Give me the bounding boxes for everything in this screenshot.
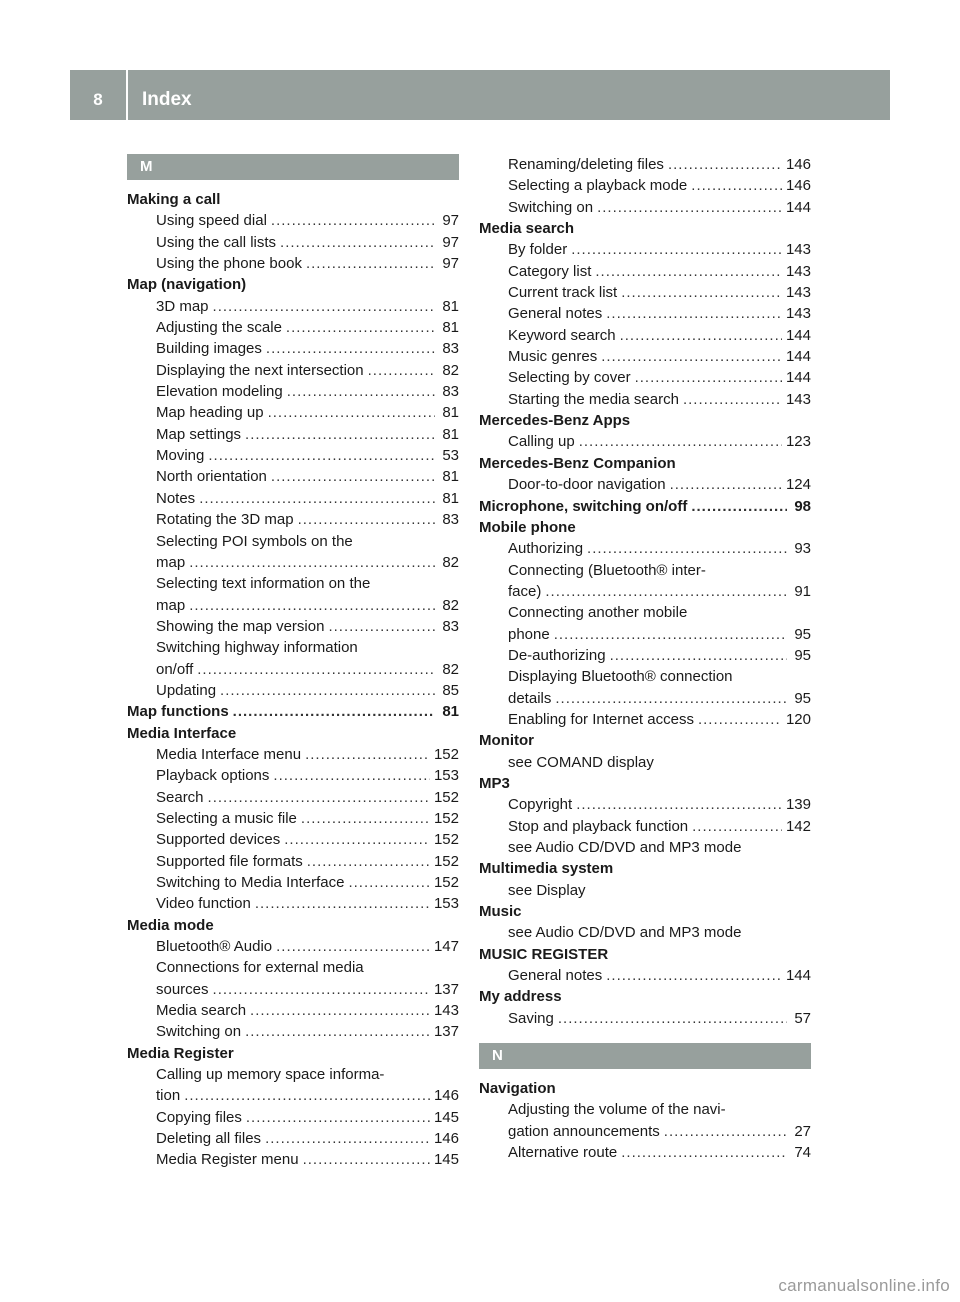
page-ref: 81 [442,319,459,337]
index-heading: Monitor [479,732,534,750]
dot-leader [245,424,435,445]
entry-label: Bluetooth® Audio [156,938,273,956]
index-entry [127,253,459,274]
page-ref: 82 [442,361,459,379]
page-ref: 146 [433,1087,459,1105]
page-ref: 153 [433,767,459,785]
entry-label: Showing the map version [156,617,325,635]
index-heading-entry [127,701,459,722]
dot-leader [266,338,435,359]
index-entry [479,688,811,709]
index-column-right [479,154,811,1163]
index-entry [127,381,459,402]
index-subtext: see Display [508,881,586,899]
page-ref: 82 [442,553,459,571]
page-ref: 27 [794,1122,811,1140]
page-ref: 83 [442,340,459,358]
dot-leader [268,402,435,423]
index-entry [479,175,811,196]
dot-leader [184,1085,430,1106]
page-ref: 144 [785,967,811,985]
dot-leader [189,552,435,573]
entry-label: Using speed dial [156,212,267,230]
entry-label: Switching on [156,1023,242,1041]
dot-leader [199,488,435,509]
entry-label: Microphone, switching on/off [479,497,688,515]
page-ref: 146 [785,177,811,195]
dot-leader [595,261,782,282]
dot-leader [670,474,782,495]
page-ref: 145 [433,1151,459,1169]
page-ref: 83 [442,511,459,529]
page-ref: 82 [442,660,459,678]
dot-leader [601,346,782,367]
entry-label: Selecting by cover [508,369,631,387]
dot-leader [307,851,430,872]
dot-leader [197,659,435,680]
index-entry [479,197,811,218]
index-entry [127,360,459,381]
dot-leader [284,829,430,850]
dot-leader [301,808,430,829]
page-ref: 143 [785,390,811,408]
entry-label: Calling up [508,433,575,451]
index-subtext: Calling up memory space informa- [156,1066,385,1084]
entry-label: on/off [156,660,194,678]
dot-leader [683,389,782,410]
dot-leader [265,1128,430,1149]
index-entry [479,794,811,815]
page-ref: 95 [794,646,811,664]
dot-leader [610,645,787,666]
entry-label: Alternative route [508,1144,618,1162]
page-ref: 57 [794,1009,811,1027]
entry-label: Renaming/deleting files [508,156,664,173]
index-entry [127,851,459,872]
index-entry [479,325,811,346]
entry-label: Video function [156,895,251,913]
page-ref: 95 [794,625,811,643]
page-ref: 91 [794,582,811,600]
page-ref: 85 [442,681,459,699]
dot-leader [220,680,435,701]
entry-label: Media Interface menu [156,745,302,763]
dot-leader [368,360,435,381]
dot-leader [571,239,782,260]
dot-leader [280,232,435,253]
index-entry [127,595,459,616]
page-ref: 152 [433,809,459,827]
index-entry [127,616,459,637]
index-heading: My address [479,988,562,1006]
entry-label: Elevation modeling [156,383,283,401]
dot-leader [328,616,435,637]
dot-leader [576,794,782,815]
entry-label: Selecting a music file [156,809,297,827]
index-entry [127,787,459,808]
page-ref: 53 [442,447,459,465]
index-column-left [127,154,459,1171]
index-subtext: Connecting (Bluetooth® inter- [508,561,706,579]
dot-leader [635,367,782,388]
index-entry [479,431,811,452]
entry-label: Authorizing [508,540,584,558]
index-heading: Media search [479,220,575,238]
entry-label: Search [156,788,204,806]
index-subtext: Selecting POI symbols on the [156,532,353,550]
page-ref: 82 [442,596,459,614]
index-subtext: see Audio CD/DVD and MP3 mode [508,924,742,942]
page-ref: 123 [785,433,811,451]
dot-leader [691,496,787,517]
index-entry [127,1021,459,1042]
page-ref: 97 [442,233,459,251]
page-ref: 152 [433,831,459,849]
page-ref: 144 [785,369,811,387]
entry-label: 3D map [156,297,209,315]
page-ref: 143 [433,1002,459,1020]
index-entry [127,808,459,829]
dot-leader [621,282,782,303]
dot-leader [303,1149,430,1170]
page-ref: 81 [442,468,459,486]
page-ref: 144 [785,198,811,216]
entry-label: Adjusting the scale [156,319,282,337]
page-ref: 97 [442,212,459,230]
entry-label: Map heading up [156,404,264,422]
header-divider [126,70,128,120]
index-entry [127,232,459,253]
index-entry [127,402,459,423]
dot-leader [271,210,435,231]
entry-label: Deleting all files [156,1130,262,1148]
page-ref: 81 [442,425,459,443]
entry-label: Supported devices [156,831,281,849]
index-subtext: Connections for external media [156,959,364,977]
entry-label: Using the phone book [156,255,302,273]
page-ref: 95 [794,689,811,707]
index-entry [127,936,459,957]
entry-label: phone [508,625,550,643]
dot-leader [668,154,782,175]
index-entry [127,210,459,231]
index-entry [127,872,459,893]
page-ref: 83 [442,383,459,401]
index-entry [479,389,811,410]
entry-label: Supported file formats [156,852,303,870]
index-heading-entry [479,496,811,517]
page-ref: 97 [442,255,459,273]
index-entry [479,282,811,303]
entry-label: Category list [508,262,592,280]
page-ref: 143 [785,262,811,280]
index-entry [479,538,811,559]
entry-label: Copyright [508,796,573,814]
page-ref: 146 [433,1130,459,1148]
index-entry [127,1000,459,1021]
index-entry [479,1008,811,1029]
entry-label: General notes [508,305,603,323]
entry-label: Enabling for Internet access [508,710,694,728]
entry-label: face) [508,582,542,600]
entry-label: tion [156,1087,181,1105]
index-entry [127,1085,459,1106]
page-ref: 153 [433,895,459,913]
page-ref: 137 [433,980,459,998]
dot-leader [545,581,787,602]
index-heading: MP3 [479,774,510,792]
dot-leader [558,1008,787,1029]
page-ref: 144 [785,348,811,366]
index-entry [127,979,459,1000]
index-entry [127,744,459,765]
dot-leader [208,787,430,808]
index-entry [479,346,811,367]
section-letter-n: N [479,1043,811,1069]
dot-leader [305,744,430,765]
index-entry [479,261,811,282]
entry-label: Map functions [127,703,229,721]
entry-label: Playback options [156,767,270,785]
index-heading: Making a call [127,191,221,208]
dot-leader [606,965,782,986]
index-entry [479,239,811,260]
entry-label: Media Register menu [156,1151,299,1169]
dot-leader [692,816,782,837]
watermark[interactable]: carmanualsonline.info [778,1276,950,1295]
index-entry [127,509,459,530]
entry-label: Current track list [508,284,618,302]
page-ref: 152 [433,745,459,763]
index-entry [127,488,459,509]
entry-label: Building images [156,340,262,358]
page-ref: 83 [442,617,459,635]
page-ref: 93 [794,540,811,558]
index-heading: Mercedes-Benz Apps [479,412,631,430]
dot-leader [348,872,430,893]
entry-label: sources [156,980,209,998]
dot-leader [287,381,435,402]
index-entry [127,659,459,680]
dot-leader [555,688,787,709]
entry-label: Notes [156,489,196,507]
index-entry [127,445,459,466]
index-subtext: Connecting another mobile [508,604,688,622]
page-ref: 81 [442,703,459,721]
dot-leader [597,197,782,218]
page-header [70,70,890,120]
index-heading: Mobile phone [479,518,576,536]
index-entry [127,680,459,701]
dot-leader [587,538,787,559]
index-entry [479,965,811,986]
index-entry [479,367,811,388]
entry-label: Map settings [156,425,242,443]
index-entry [479,303,811,324]
entry-label: Music genres [508,348,598,366]
dot-leader [208,445,435,466]
index-entry [479,645,811,666]
index-entry [127,466,459,487]
entry-label: Selecting a playback mode [508,177,688,195]
index-entry [479,581,811,602]
entry-label: De-authorizing [508,646,606,664]
dot-leader [298,509,435,530]
index-subtext: Selecting text information on the [156,575,371,593]
entry-label: map [156,553,186,571]
index-entry [479,624,811,645]
entry-label: General notes [508,967,603,985]
dot-leader [691,175,782,196]
dot-leader [620,325,782,346]
index-subtext: see COMAND display [508,753,654,771]
entry-label: Saving [508,1009,554,1027]
page-ref: 142 [785,817,811,835]
index-list-left [127,189,459,1171]
entry-label: Keyword search [508,326,616,344]
index-heading: Music [479,903,522,921]
index-entry [127,296,459,317]
index-entry [127,338,459,359]
page-ref: 143 [785,284,811,302]
page-ref: 137 [433,1023,459,1041]
entry-label: Switching to Media Interface [156,874,345,891]
page-ref: 145 [433,1108,459,1126]
page-ref: 124 [785,476,811,494]
dot-leader [606,303,782,324]
page-ref: 152 [433,874,459,891]
page-ref: 98 [794,497,811,515]
index-entry [479,474,811,495]
index-entry [127,424,459,445]
index-entry [479,154,811,175]
page-ref: 81 [442,297,459,315]
index-heading: Mercedes-Benz Companion [479,454,676,472]
index-entry [127,1107,459,1128]
index-heading: Media Register [127,1044,234,1062]
dot-leader [621,1142,787,1163]
dot-leader [233,701,435,722]
index-heading: Multimedia system [479,860,614,878]
index-entry [127,1149,459,1170]
index-subtext: Switching highway information [156,639,358,657]
page-ref: 143 [785,241,811,259]
entry-label: Copying files [156,1108,242,1126]
page-ref: 120 [785,710,811,728]
index-entry [127,765,459,786]
dot-leader [246,1107,430,1128]
entry-label: Displaying the next intersection [156,361,364,379]
entry-label: By folder [508,241,568,259]
page-ref: 81 [442,489,459,507]
page-ref: 143 [785,305,811,323]
page-ref: 146 [785,156,811,173]
index-entry [127,829,459,850]
entry-label: details [508,689,552,707]
page-number: 8 [93,90,103,109]
index-entry [127,893,459,914]
dot-leader [189,595,435,616]
entry-label: Door-to-door navigation [508,476,666,494]
dot-leader [213,296,435,317]
page-ref: 81 [442,404,459,422]
dot-leader [306,253,435,274]
dot-leader [286,317,435,338]
index-entry [127,552,459,573]
index-entry [479,709,811,730]
entry-label: map [156,596,186,614]
dot-leader [245,1021,430,1042]
dot-leader [276,936,430,957]
index-heading: MUSIC REGISTER [479,945,609,963]
dot-leader [273,765,430,786]
page-ref: 152 [433,788,459,806]
page-ref: 74 [794,1144,811,1162]
entry-label: Media search [156,1002,247,1020]
entry-label: Stop and playback function [508,817,689,835]
entry-label: gation announcements [508,1122,660,1140]
index-entry [479,1142,811,1163]
entry-label: Updating [156,681,217,699]
index-entry [127,317,459,338]
index-entry [479,816,811,837]
index-entry [479,1121,811,1142]
dot-leader [255,893,430,914]
entry-label: North orientation [156,468,267,486]
entry-label: Starting the media search [508,390,679,408]
dot-leader [698,709,782,730]
dot-leader [664,1121,787,1142]
dot-leader [271,466,435,487]
page-ref: 144 [785,326,811,344]
entry-label: Rotating the 3D map [156,511,294,529]
index-list-right [479,154,811,1163]
entry-label: Switching on [508,198,594,216]
page-ref: 139 [785,796,811,814]
dot-leader [250,1000,430,1021]
index-heading: Navigation [479,1080,556,1098]
dot-leader [579,431,782,452]
index-heading: Map (navigation) [127,276,247,294]
dot-leader [554,624,787,645]
index-subtext: Displaying Bluetooth® connection [508,668,733,686]
entry-label: Moving [156,447,205,465]
page-ref: 147 [433,938,459,956]
index-heading: Media Interface [127,724,237,742]
index-subtext: Adjusting the volume of the navi- [508,1101,726,1119]
index-heading: Media mode [127,916,214,934]
section-letter-m: M [127,154,459,180]
index-entry [127,1128,459,1149]
page-title: Index [142,89,192,110]
page-ref: 152 [433,852,459,870]
entry-label: Using the call lists [156,233,277,251]
index-subtext: see Audio CD/DVD and MP3 mode [508,839,742,856]
dot-leader [213,979,430,1000]
